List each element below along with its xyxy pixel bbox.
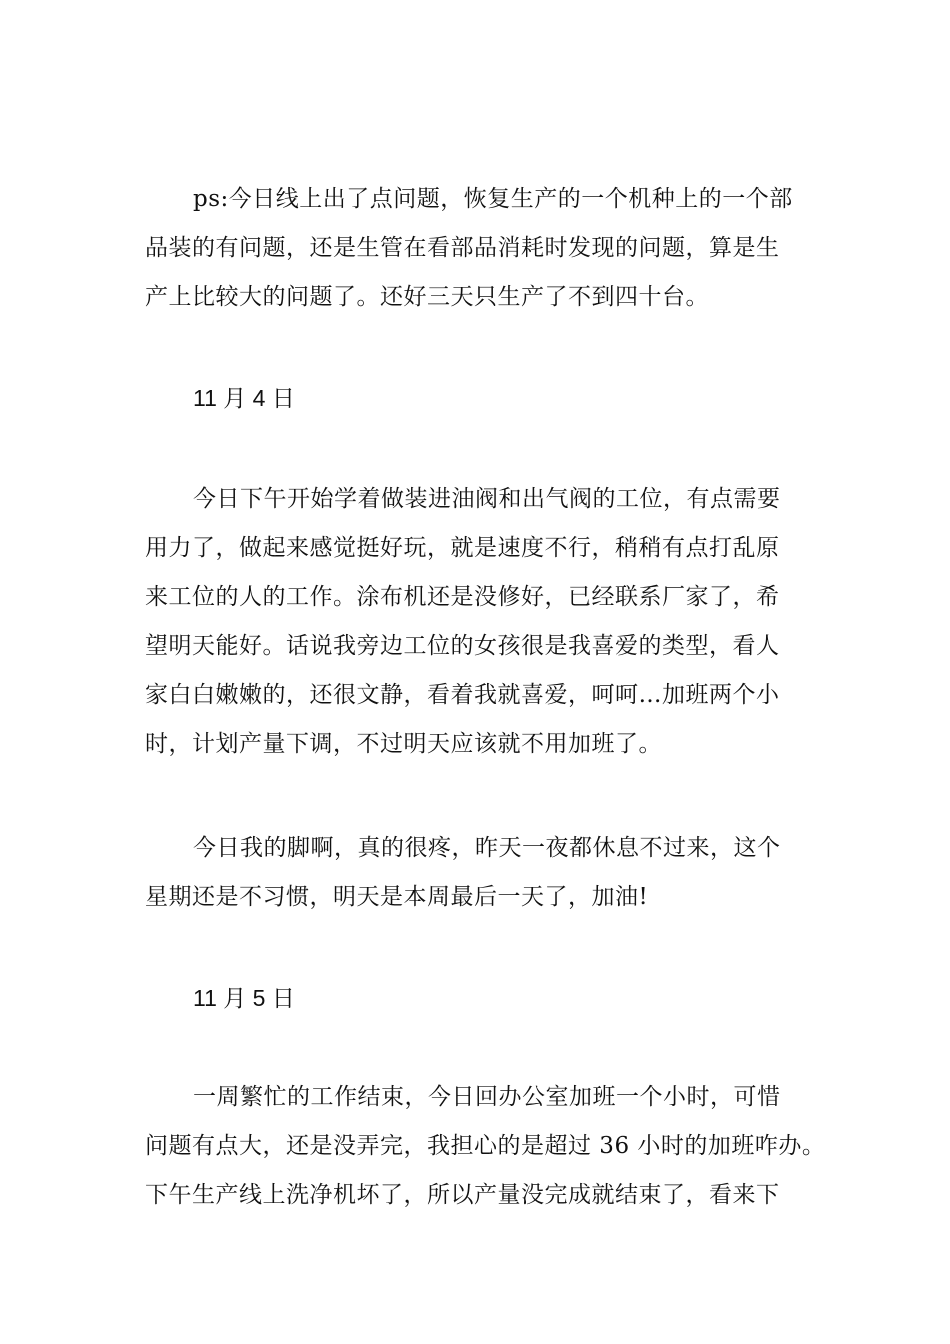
text-line: 用力了，做起来感觉挺好玩，就是速度不行，稍稍有点打乱原 [145,535,780,561]
text-line: 家白白嫩嫩的，还很文静，看着我就喜爱，呵呵…加班两个小 [145,682,780,708]
text-line: 产上比较大的问题了。还好三天只生产了不到四十台。 [145,284,709,310]
paragraph-nov-4-work [145,475,810,769]
text-line: ps:今日线上出了点问题，恢复生产的一个机种上的一个部 [193,186,793,212]
text-line: 今日下午开始学着做装进油阀和出气阀的工位，有点需要 [193,486,781,512]
text-line: 望明天能好。话说我旁边工位的女孩很是我喜爱的类型，看人 [145,633,780,659]
text-line: 星期还是不习惯，明天是本周最后一天了，加油! [145,884,649,910]
text-line: 一周繁忙的工作结束，今日回办公室加班一个小时，可惜 [193,1084,781,1110]
date-heading-nov-4: 11 月 4 日 [193,385,295,411]
text-line: 下午生产线上洗净机坏了，所以产量没完成就结束了，看来下 [145,1182,780,1208]
text-line: 品装的有问题，还是生管在看部品消耗时发现的问题，算是生 [145,235,780,261]
text-line: 问题有点大，还是没弄完，我担心的是超过 36 小时的加班咋办。 [145,1133,826,1159]
paragraph-nov-5 [145,1073,826,1220]
paragraph-ps-note [145,175,810,322]
date-heading-nov-5: 11 月 5 日 [193,985,295,1011]
text-line: 时，计划产量下调，不过明天应该就不用加班了。 [145,731,662,757]
text-line: 今日我的脚啊，真的很疼，昨天一夜都休息不过来，这个 [193,835,781,861]
text-line: 来工位的人的工作。涂布机还是没修好，已经联系厂家了，希 [145,584,780,610]
paragraph-nov-4-feet [145,824,810,922]
